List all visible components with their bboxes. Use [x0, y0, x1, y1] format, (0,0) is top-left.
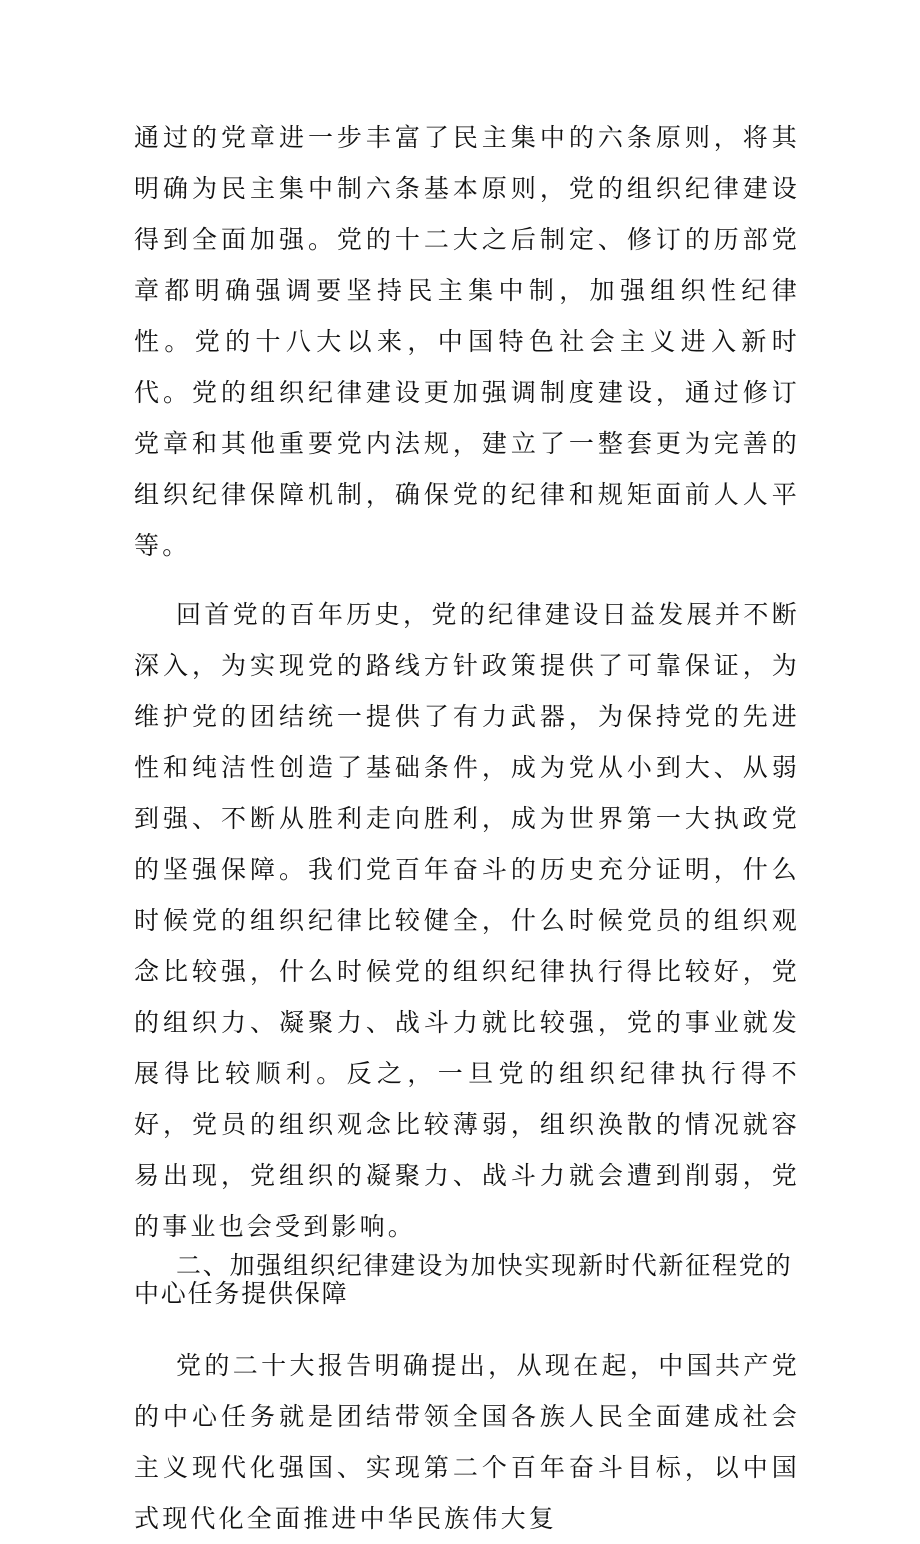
paragraph-continued: 通过的党章进一步丰富了民主集中的六条原则，将其明确为民主集中制六条基本原则，党的组织纪律建设得到全面加强。党的十二大之后制定、修订的历部党章都明确强调要坚持民主集中制，加强组织性纪律性。党的十八大以来，中国特色社会主义进入新时代。党的组织纪律建设更加强调制度建设，通过修订党章和其他重要党内法规，建立了一整套更为完善的组织纪律保障机制，确保党的纪律和规矩面前人人平等。	[134, 123, 800, 560]
section-heading: 二、加强组织纪律建设为加快实现新时代新征程党的中心任务提供保障	[134, 1251, 793, 1308]
paragraph-central-task: 党的二十大报告明确提出，从现在起，中国共产党的中心任务就是团结带领全国各族人民全面建成社会主义现代化强国、实现第二个百年奋斗目标，以中国式现代化全面推进中华民族伟大复	[134, 1351, 800, 1533]
paragraph-century-history: 回首党的百年历史，党的纪律建设日益发展并不断深入，为实现党的路线方针政策提供了可靠保证，为维护党的团结统一提供了有力武器，为保持党的先进性和纯洁性创造了基础条件，成为党从小到大、从弱到强、不断从胜利走向胜利，成为世界第一大执政党的坚强保障。我们党百年奋斗的历史充分证明，什么时候党的组织纪律比较健全，什么时候党员的组织观念比较强，什么时候党的组织纪律执行得比较好，党的组织力、凝聚力、战斗力就比较强，党的事业就发展得比较顺利。反之，一旦党的组织纪律执行得不好，党员的组织观念比较薄弱，组织涣散的情况就容易出现，党组织的凝聚力、战斗力就会遭到削弱，党的事业也会受到影响。	[134, 600, 800, 1241]
